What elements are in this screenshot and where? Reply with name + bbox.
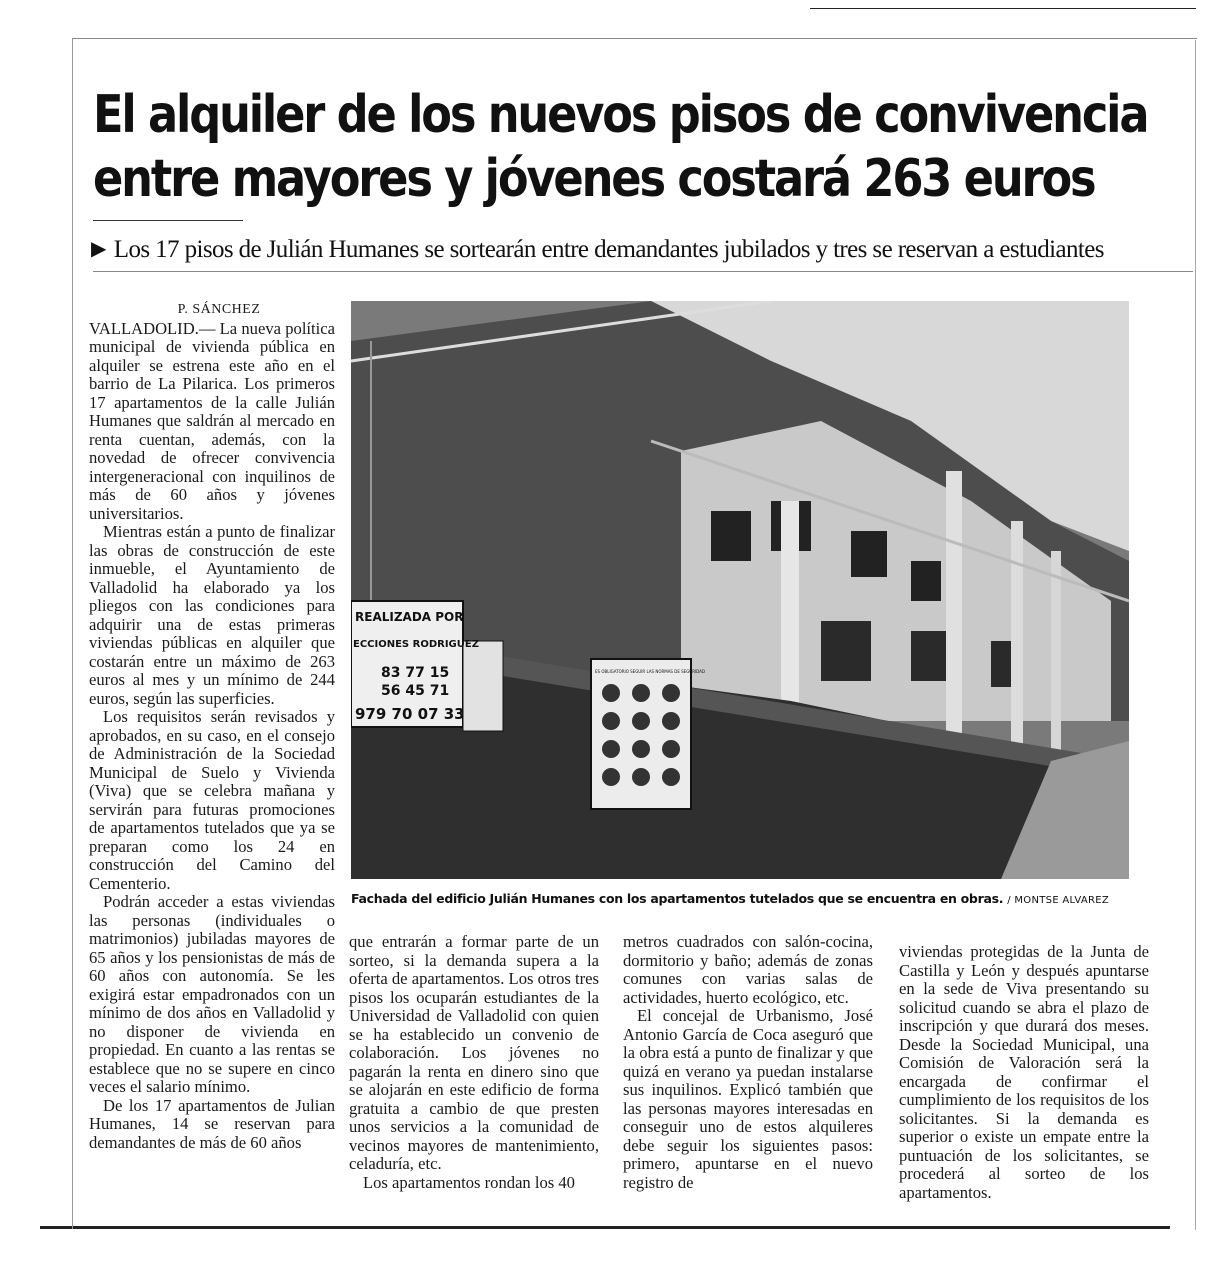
safety-sign-text: ES OBLIGATORIO SEGUIR LAS NORMAS DE SEGURIDAD <box>595 669 706 674</box>
photo-credit: / MONTSE ALVAREZ <box>1007 895 1109 906</box>
newspaper-clipping <box>72 38 1197 1229</box>
building-photo <box>351 301 1129 879</box>
subhead-rule-top <box>93 220 243 221</box>
sign-left-phone-1: 83 77 15 <box>381 665 450 681</box>
photo-caption-text: Fachada del edificio Julián Humanes con los apartamentos tutelados que se encuentra en obras. <box>351 891 1004 906</box>
photo-caption <box>351 891 1151 906</box>
triangle-bullet-icon: ▶ <box>91 238 106 260</box>
subhead-rule-bottom <box>93 271 1193 272</box>
column-3 <box>623 933 873 1192</box>
paragraph: El concejal de Urbanismo, José Antonio García de Coca aseguró que la obra está a punto de finalizar y que quizá en verano ya puedan instalarse sus inquilinos. Explicó también que las personas mayores interesadas en conseguir uno de estos alquileres debe seguir los siguientes pasos: primero, apuntarse en el nuevo registro de <box>623 1006 873 1192</box>
sign-left-heading: REALIZADA POR <box>355 610 464 624</box>
column-2 <box>349 933 599 1192</box>
sign-left-phone-2: 56 45 71 <box>381 683 450 699</box>
paragraph: De los 17 apartamentos de Julian Humanes, 14 se reservan para demandantes de más de 60 años <box>89 1095 335 1152</box>
scan-edge-top <box>810 8 1196 9</box>
paragraph: que entrarán a formar parte de un sorteo, si la demanda supera a la oferta de apartamentos. Los otros tres pisos los ocuparán estudiantes de la Universidad de Valladolid con quien se ha establecido un convenio de colaboración. Los jóvenes no pagarán la renta en dinero sino que se alojarán en este edificio de forma gratuita a cambio de que presten unos servicios a la comunidad de vecinos mayores de mantenimiento, celaduría, etc. <box>349 932 599 1173</box>
subheadline <box>91 233 1191 266</box>
paragraph: Los requisitos serán revisados y aprobados, en su caso, en el consejo de Administración de la Sociedad Municipal de Suelo y Vivienda (Viva) que se celebra mañana y servirán para futuras promociones de apartamentos tutelados que ya se preparan como los 24 en construcción del Camino del Cementerio. <box>89 707 335 893</box>
column-4 <box>899 943 1149 1202</box>
column-1 <box>89 301 335 1152</box>
headline-line-1: El alquiler de los nuevos pisos de convivencia <box>93 85 1148 145</box>
paragraph: Mientras están a punto de finalizar las obras de construcción de este inmueble, el Ayuntamiento de Valladolid ha elaborado ya los pliegos con las condiciones para adquirir una de estas primeras viviendas públicas en alquiler que costarán entre un máximo de 263 euros al mes y un mínimo de 244 euros, según las superficies. <box>89 522 335 708</box>
paragraph: Podrán acceder a estas viviendas las personas (individuales o matrimonios) jubiladas mayores de 65 años y los pensionistas de más de 60 años con autonomía. Se les exigirá estar empadronados con un mínimo de dos años en Valladolid y no disponer de vivienda en propiedad. En cuanto a las rentas se establece que no se supere en cinco veces el salario mínimo. <box>89 892 335 1096</box>
byline: P. SÁNCHEZ <box>177 302 261 317</box>
paragraph: metros cuadrados con salón-cocina, dormitorio y baño; además de zonas comunes con varias salas de actividades, huerto ecológico, etc. <box>623 932 873 1007</box>
paragraph: viviendas protegidas de la Junta de Castilla y León y después apuntarse en la sede de Viva presentando su solicitud cuando se abra el plazo de inscripción y que durará dos meses. Desde la Sociedad Municipal, una Comisión de Valoración será la encargada de confirmar el cumplimiento de los requisitos de los solicitantes. Si la demanda es superior o existe un empate entre la puntuación de los solicitantes, se procederá al sorteo de los apartamentos. <box>899 942 1149 1202</box>
sign-left-name: ECCIONES RODRIGUEZ <box>353 639 479 650</box>
headline-line-2: entre mayores y jóvenes costará 263 euros <box>93 149 1095 209</box>
paragraph: VALLADOLID.— La nueva política municipal de vivienda pública en alquiler se estrena este año en el barrio de La Pilarica. Los primeros 17 apartamentos de la calle Julián Humanes que saldrán al mercado en renta cuentan, además, con la novedad de ofrecer convivencia intergeneracional con inquilinos de más de 60 años y jóvenes universitarios. <box>89 318 335 523</box>
headline <box>93 83 1148 211</box>
paragraph: Los apartamentos rondan los 40 <box>363 1172 575 1192</box>
sign-left-phone-3: 979 70 07 33 <box>355 705 465 723</box>
building-photo-drawing <box>351 301 1129 879</box>
subheadline-text: Los 17 pisos de Julián Humanes se sortearán entre demandantes jubilados y tres se reservan a estudiantes <box>113 236 1104 263</box>
